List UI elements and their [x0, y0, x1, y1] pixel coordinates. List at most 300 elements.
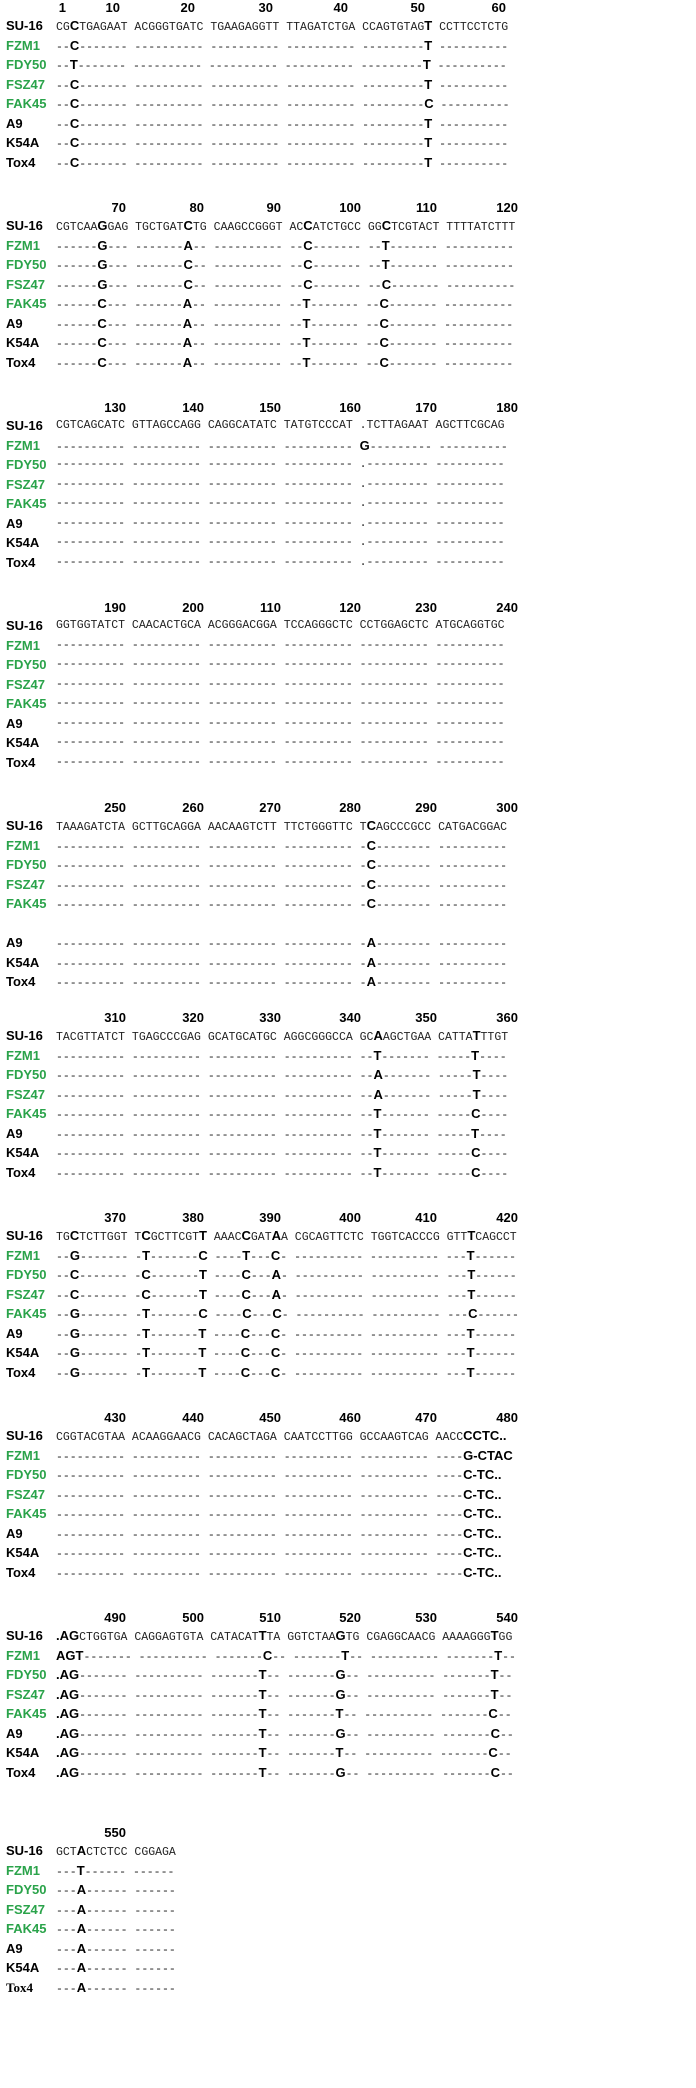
sequence-row: ---A------ ------	[56, 1921, 176, 1937]
sequence-row: TACGTTATCT TGAGCCCGAG GCATGCATGC AGGCGGGCCA GCAAGCTGAA CATTATTTGT	[56, 1028, 509, 1044]
strain-label: A9	[6, 935, 23, 950]
variant-base: C	[69, 1228, 80, 1243]
variant-base: T	[258, 1628, 267, 1643]
variant-base: A	[76, 1882, 87, 1897]
sequence-row: ---------- ---------- ---------- ---------- ---------- ----C-TC..	[56, 1545, 502, 1561]
sequence-row: ---------- ---------- ---------- ---------- .--------- ----------	[56, 536, 505, 549]
strain-label: FSZ47	[6, 876, 46, 892]
strain-label: FAK45	[6, 296, 47, 311]
position-number: 290	[415, 800, 437, 815]
sequence-row: --G------- -T-------T ----C---C- ---------- ---------- ---T------	[56, 1345, 517, 1361]
position-number: 120	[496, 200, 518, 215]
variant-base: CCTC..	[463, 1428, 507, 1443]
variant-base: C	[242, 1306, 252, 1321]
variant-base: T	[422, 57, 431, 72]
variant-base: T	[335, 1706, 344, 1721]
variant-base: C	[240, 1345, 251, 1360]
sequence-row: ---A------ ------	[56, 1882, 176, 1898]
strain-label: FSZ47	[6, 476, 46, 492]
strain-label: FZM1	[6, 837, 40, 853]
variant-base: T	[258, 1764, 267, 1780]
variant-base: T	[424, 115, 433, 131]
strain-label: Tox4	[6, 1364, 36, 1380]
position-number: 20	[180, 0, 195, 15]
sequence-row: ---------- ---------- ---------- ---------- G--------- ----------	[56, 437, 508, 454]
position-number: 170	[415, 400, 437, 415]
variant-base: T	[142, 1364, 151, 1380]
position-number: 260	[182, 800, 204, 815]
position-number: 100	[339, 200, 361, 215]
strain-label: SU-16	[6, 818, 43, 833]
position-number: 400	[339, 1210, 361, 1225]
position-number: 140	[182, 400, 204, 415]
sequence-row: --C------- ---------- ---------- ---------- ---------C ----------	[56, 96, 510, 112]
sequence-row: ---------- ---------- ---------- ---------- --T------- -----T----	[56, 1125, 507, 1142]
sequence-row: --G------- -T-------T ----C---C- ---------- ---------- ---T------	[56, 1364, 517, 1381]
strain-label: FSZ47	[6, 1486, 46, 1502]
variant-base: C	[366, 818, 376, 833]
sequence-row: ---------- ---------- ---------- ---------- ---------- ----C-TC..	[56, 1486, 502, 1503]
variant-base: C	[379, 354, 389, 370]
position-number: 330	[259, 1010, 281, 1025]
position-number: 230	[415, 600, 437, 615]
sequence-row: ---------- ---------- ---------- ---------- ---------- ----C-TC..	[56, 1467, 502, 1483]
variant-base: T	[341, 1647, 350, 1663]
strain-label: A9	[6, 315, 23, 331]
sequence-row: .AG------- ---------- -------T-- -------T-- ---------- -------C--	[56, 1745, 512, 1761]
variant-base: A	[76, 1979, 87, 1995]
strain-label: FZM1	[6, 637, 40, 653]
variant-base: C	[303, 237, 313, 253]
variant-base: C	[241, 1267, 251, 1282]
position-number: 390	[259, 1210, 281, 1225]
variant-base: C	[490, 1725, 500, 1741]
variant-base: C	[241, 1228, 251, 1243]
sequence-row: ---------- ---------- ---------- ---------- ---------- ----------	[56, 658, 505, 671]
strain-label: Tox4	[6, 354, 36, 370]
variant-base: C-TC..	[463, 1467, 502, 1482]
sequence-row: GCTACTCTCC CGGAGA	[56, 1843, 176, 1859]
strain-label: Tox4	[6, 974, 36, 989]
variant-base: .AG	[56, 1628, 80, 1643]
variant-base: T	[199, 1228, 207, 1243]
position-number: 280	[339, 800, 361, 815]
strain-label: FZM1	[6, 1447, 40, 1463]
strain-label: SU-16	[6, 1628, 43, 1643]
variant-base: G	[335, 1764, 346, 1780]
strain-label: FDY50	[6, 1067, 47, 1082]
position-number: 250	[104, 800, 126, 815]
sequence-row: CGTCAAGGAG TGCTGATCTG CAAGCCGGGT ACCATCTGCC GGCTCGTACT TTTTATCTTT	[56, 218, 516, 234]
sequence-row: --G------- -T-------C ----T---C- ---------- ---------- ---T------	[56, 1247, 517, 1264]
strain-label: Tox4	[6, 1564, 36, 1580]
sequence-row: ---A------ ------	[56, 1940, 176, 1957]
sequence-row: ---------- ---------- ---------- ---------- ---------- ----------	[56, 716, 505, 730]
position-number: 110	[260, 600, 281, 615]
position-number: 70	[111, 200, 126, 215]
sequence-row: .AG------- ---------- -------T-- -------G-- ---------- -------T--	[56, 1686, 513, 1703]
strain-label: Tox4	[6, 754, 36, 770]
variant-base: A	[366, 974, 376, 989]
position-number: 440	[182, 1410, 204, 1425]
sequence-row: ---------- ---------- ---------- ---------- ---------- ----------	[56, 755, 505, 769]
strain-label: SU-16	[6, 618, 43, 633]
position-number: 300	[496, 800, 518, 815]
sequence-row: --C------- ---------- ---------- ---------- ---------T ----------	[56, 76, 509, 93]
variant-base: C	[471, 1164, 481, 1180]
variant-base: .AG	[56, 1706, 80, 1721]
variant-base: T	[467, 1228, 476, 1243]
variant-base: G-CTAC	[463, 1447, 513, 1463]
variant-base: C	[69, 115, 80, 131]
sequence-row: --T------- ---------- ---------- ---------- ---------T ----------	[56, 57, 507, 73]
variant-base: C	[97, 315, 107, 331]
position-number: 550	[104, 1825, 126, 1840]
variant-base: C	[366, 837, 376, 853]
variant-base: T	[142, 1345, 151, 1360]
position-number: 320	[182, 1010, 204, 1025]
strain-label: A9	[6, 115, 23, 131]
strain-label: A9	[6, 715, 23, 731]
sequence-row: ---------- ---------- ---------- ---------- --A------- -----T----	[56, 1086, 509, 1103]
sequence-row: CGGTACGTAA ACAAGGAACG CACAGCTAGA CAATCCTTGG GCCAAGTCAG AACCCCTC..	[56, 1428, 507, 1444]
position-number: 120	[339, 600, 361, 615]
strain-label: FZM1	[6, 237, 40, 253]
sequence-row: ---------- ---------- ---------- ---------- ---------- ----C-TC..	[56, 1525, 502, 1542]
variant-base: C	[379, 335, 389, 350]
position-number: 470	[415, 1410, 437, 1425]
position-number: 190	[104, 600, 126, 615]
variant-base: T	[142, 1325, 151, 1341]
variant-base: T	[494, 1647, 503, 1663]
variant-base: T	[467, 1286, 476, 1302]
variant-base: A	[76, 1960, 87, 1975]
strain-label: K54A	[6, 1960, 40, 1975]
variant-base: T	[142, 1247, 151, 1263]
sequence-row: --C------- ---------- ---------- ---------- ---------T ----------	[56, 115, 509, 132]
variant-base: T	[373, 1164, 382, 1180]
variant-base: T	[302, 354, 311, 370]
variant-base: C	[240, 1325, 251, 1341]
sequence-row: ---------- ---------- ---------- ---------- -C-------- ----------	[56, 857, 508, 873]
position-number: 540	[496, 1610, 518, 1625]
variant-base: T	[258, 1745, 267, 1760]
variant-base: C	[69, 18, 80, 33]
variant-base: T	[472, 1067, 481, 1082]
variant-base: C	[381, 218, 392, 233]
sequence-row: ---------- ---------- ---------- ---------- ---------- ----------	[56, 697, 505, 710]
variant-base: T	[258, 1706, 267, 1721]
variant-base: A	[76, 1940, 87, 1956]
strain-label: FAK45	[6, 696, 47, 711]
strain-label: FAK45	[6, 96, 47, 111]
position-number: 350	[415, 1010, 437, 1025]
sequence-row: ---------- ---------- ---------- ---------- --T------- -----T----	[56, 1047, 507, 1064]
position-number: 80	[189, 200, 204, 215]
strain-label: FAK45	[6, 1306, 47, 1321]
strain-label: FZM1	[6, 1047, 40, 1063]
variant-base: A	[182, 335, 193, 350]
variant-base: G	[97, 276, 108, 292]
variant-base: C-TC..	[463, 1506, 502, 1521]
position-number: 360	[496, 1010, 518, 1025]
sequence-row: ---------- ---------- ---------- ---------- -A-------- ----------	[56, 974, 508, 990]
sequence-row: .AG------- ---------- -------T-- -------G-- ---------- -------C--	[56, 1764, 514, 1781]
position-number: 150	[259, 400, 281, 415]
sequence-row: ---------- ---------- ---------- ---------- ---------- ----------	[56, 736, 505, 749]
variant-base: T	[424, 135, 433, 150]
variant-base: G	[335, 1628, 346, 1643]
sequence-row: ------C--- -------A-- ---------- --T------- --C------- ----------	[56, 315, 514, 332]
variant-base: A	[76, 1901, 87, 1917]
variant-base: T	[466, 1325, 475, 1341]
position-number: 240	[496, 600, 518, 615]
strain-label: A9	[6, 1525, 23, 1541]
variant-base: C	[97, 354, 107, 370]
strain-label: Tox4	[6, 1764, 36, 1780]
variant-base: A	[373, 1028, 383, 1043]
sequence-row: .AG------- ---------- -------T-- -------G-- ---------- -------T--	[56, 1667, 513, 1683]
strain-label: FAK45	[6, 1921, 47, 1936]
strain-label: FAK45	[6, 496, 47, 511]
variant-base: T	[466, 1247, 475, 1263]
variant-base: C	[488, 1745, 498, 1760]
position-number: 450	[259, 1410, 281, 1425]
variant-base: G	[335, 1667, 346, 1682]
variant-base: G	[335, 1686, 346, 1702]
variant-base: T	[258, 1686, 267, 1702]
variant-base: C	[270, 1325, 281, 1341]
position-number: 370	[104, 1210, 126, 1225]
variant-base: T	[69, 57, 78, 72]
variant-base: C	[141, 1228, 151, 1243]
variant-base: .AG	[56, 1686, 80, 1702]
sequence-row: ---A------ ------	[56, 1979, 176, 1996]
variant-base: .AG	[56, 1764, 80, 1780]
variant-base: C	[69, 37, 80, 53]
variant-base: C	[270, 1345, 281, 1360]
strain-label: K54A	[6, 1345, 40, 1360]
sequence-row: ---------- ---------- ---------- ---------- .--------- ----------	[56, 497, 505, 510]
position-number: 200	[182, 600, 204, 615]
variant-base: T	[466, 1345, 475, 1360]
position-number: 530	[415, 1610, 437, 1625]
sequence-row: ------C--- -------A-- ---------- --T------- --C------- ----------	[56, 354, 514, 371]
sequence-row: .AGCTGGTGA CAGGAGTGTA CATACATTTA GGTCTAAGTG CGAGGCAACG AAAAGGGTGG	[56, 1628, 513, 1644]
position-number: 30	[258, 0, 273, 15]
variant-base: T	[424, 18, 433, 33]
position-number: 410	[415, 1210, 437, 1225]
variant-base: C	[468, 1306, 478, 1321]
position-number: 520	[339, 1610, 361, 1625]
strain-label: Tox4	[6, 554, 36, 570]
strain-label: FDY50	[6, 257, 47, 272]
strain-label: K54A	[6, 1145, 40, 1160]
sequence-row: .AG------- ---------- -------T-- -------G-- ---------- -------C--	[56, 1725, 514, 1742]
strain-label: FDY50	[6, 1467, 47, 1482]
strain-label: A9	[6, 1725, 23, 1741]
strain-label: SU-16	[6, 18, 43, 33]
variant-base: C	[379, 315, 389, 331]
variant-base: C	[488, 1706, 498, 1721]
variant-base: C	[141, 1267, 151, 1282]
variant-base: .AG	[56, 1667, 80, 1682]
variant-base: G	[359, 437, 370, 453]
sequence-row: CGTCAGCATC GTTAGCCAGG CAGGCATATC TATGTCCCAT .TCTTAGAAT AGCTTCGCAG	[56, 419, 505, 432]
variant-base: A	[182, 296, 193, 311]
sequence-row: ------G--- -------C-- ---------- --C------- --C------- ----------	[56, 276, 516, 293]
strain-label: K54A	[6, 535, 40, 550]
variant-base: T	[198, 1325, 207, 1341]
strain-label: SU-16	[6, 218, 43, 233]
variant-base: C	[141, 1286, 151, 1302]
variant-base: C	[424, 96, 434, 111]
variant-base: T	[490, 1667, 499, 1682]
variant-base: C	[69, 154, 80, 170]
sequence-row: TGCTCTTGGT TCGCTTCGTT AAACCGATAA CGCAGTTCTC TGGTCACCCG GTTTCAGCCT	[56, 1228, 517, 1244]
position-number: 60	[491, 0, 506, 15]
sequence-row: ------C--- -------A-- ---------- --T------- --C------- ----------	[56, 335, 514, 351]
variant-base: C	[198, 1247, 208, 1263]
variant-base: C-TC..	[463, 1525, 502, 1541]
strain-label: FAK45	[6, 1506, 47, 1521]
position-number: 500	[182, 1610, 204, 1625]
position-number: 310	[104, 1010, 126, 1025]
variant-base: A	[182, 354, 193, 370]
variant-base: A	[182, 315, 193, 331]
sequence-row: ---------- ---------- ---------- ---------- -A-------- ----------	[56, 954, 508, 971]
variant-base: C	[262, 1647, 273, 1663]
strain-label: FSZ47	[6, 1686, 46, 1702]
strain-label: SU-16	[6, 1228, 43, 1243]
variant-base: C	[97, 296, 107, 311]
variant-base: C-TC..	[463, 1564, 502, 1580]
strain-label: K54A	[6, 1545, 40, 1560]
variant-base: C	[183, 276, 193, 292]
variant-base: C	[272, 1306, 282, 1321]
variant-base: C	[303, 257, 313, 272]
sequence-row: ---------- ---------- ---------- ---------- --A------- -----T----	[56, 1067, 509, 1083]
strain-label: FAK45	[6, 1106, 47, 1121]
variant-base: T	[424, 76, 433, 92]
strain-label: FAK45	[6, 1706, 47, 1721]
strain-label: FAK45	[6, 896, 47, 911]
strain-label: K54A	[6, 335, 40, 350]
strain-label: FSZ47	[6, 276, 46, 292]
variant-base: C	[490, 1764, 500, 1780]
position-number: 1	[58, 0, 66, 15]
sequence-row: ---------- ---------- ---------- ---------- --T------- -----C----	[56, 1145, 509, 1161]
sequence-row: ---A------ ------	[56, 1960, 176, 1976]
variant-base: A	[366, 954, 376, 970]
variant-base: C	[183, 257, 193, 272]
sequence-row: --G------- -T-------C ----C---C- ---------- ---------- ---C------	[56, 1306, 519, 1322]
variant-base: C	[471, 1106, 481, 1121]
variant-base: C	[366, 857, 376, 872]
variant-base: C	[241, 1286, 251, 1302]
variant-base: C	[381, 276, 392, 292]
variant-base: T	[424, 154, 433, 170]
strain-label: Tox4	[6, 1164, 36, 1180]
sequence-row: ---------- ---------- ---------- ---------- ---------- ----------	[56, 638, 505, 652]
variant-base: T	[424, 37, 433, 53]
sequence-row: ---------- ---------- ---------- ---------- .--------- ----------	[56, 516, 505, 530]
position-number: 50	[410, 0, 425, 15]
strain-label: FZM1	[6, 1862, 40, 1878]
strain-label: K54A	[6, 1745, 40, 1760]
variant-base: T	[198, 1345, 207, 1360]
position-number: 90	[266, 200, 281, 215]
variant-base: A	[366, 935, 376, 950]
variant-base: C	[69, 76, 80, 92]
variant-base: A	[271, 1286, 281, 1302]
sequence-row: ---------- ---------- ---------- ---------- ---------- ----C-TC..	[56, 1564, 502, 1581]
strain-label: SU-16	[6, 1028, 43, 1043]
variant-base: T	[472, 1028, 481, 1043]
variant-base: T	[472, 1086, 481, 1102]
variant-base: AGT	[56, 1647, 84, 1663]
position-number: 10	[105, 0, 120, 15]
variant-base: G	[69, 1306, 80, 1321]
variant-base: G	[335, 1725, 346, 1741]
strain-label: A9	[6, 515, 23, 531]
strain-label: A9	[6, 1940, 23, 1956]
variant-base: T	[466, 1364, 475, 1380]
strain-label: FDY50	[6, 857, 47, 872]
strain-label: K54A	[6, 135, 40, 150]
variant-base: C	[471, 1145, 481, 1160]
position-number: 40	[333, 0, 348, 15]
variant-base: C	[69, 1267, 80, 1282]
variant-base: C	[198, 1306, 208, 1321]
strain-label: K54A	[6, 735, 40, 750]
strain-label: FZM1	[6, 437, 40, 453]
position-number: 490	[104, 1610, 126, 1625]
variant-base: A	[271, 1228, 281, 1243]
variant-base: T	[76, 1862, 85, 1878]
variant-base: G	[97, 257, 108, 272]
variant-base: T	[258, 1667, 267, 1682]
strain-label: SU-16	[6, 418, 43, 433]
variant-base: T	[490, 1686, 499, 1702]
variant-base: T	[258, 1725, 267, 1741]
sequence-row: TAAAGATCTA GCTTGCAGGA AACAAGTCTT TTCTGGGTTC TCAGCCCGCC CATGACGGAC	[56, 818, 508, 834]
variant-base: C	[270, 1247, 281, 1263]
strain-label: A9	[6, 1325, 23, 1341]
variant-base: T	[199, 1286, 207, 1302]
position-number: 480	[496, 1410, 518, 1425]
variant-base: A	[76, 1921, 87, 1936]
variant-base: T	[373, 1047, 382, 1063]
variant-base: A	[183, 237, 193, 253]
variant-base: T	[381, 257, 390, 272]
variant-base: T	[242, 1247, 251, 1263]
strain-label: SU-16	[6, 1428, 43, 1443]
variant-base: C	[270, 1364, 281, 1380]
variant-base: T	[373, 1106, 382, 1121]
variant-base: C	[240, 1364, 251, 1380]
sequence-row: --C------- ---------- ---------- ---------- ---------T ----------	[56, 37, 509, 54]
strain-label: Tox4	[6, 154, 36, 170]
position-number: 270	[259, 800, 281, 815]
variant-base: T	[142, 1306, 151, 1321]
strain-label: Tox4	[6, 1979, 33, 1995]
variant-base: T	[198, 1364, 207, 1380]
sequence-row: ------G--- -------C-- ---------- --C------- --T------- ----------	[56, 257, 514, 273]
sequence-row: ---A------ ------	[56, 1901, 176, 1918]
strain-label: FDY50	[6, 457, 47, 472]
strain-label: FSZ47	[6, 676, 46, 692]
